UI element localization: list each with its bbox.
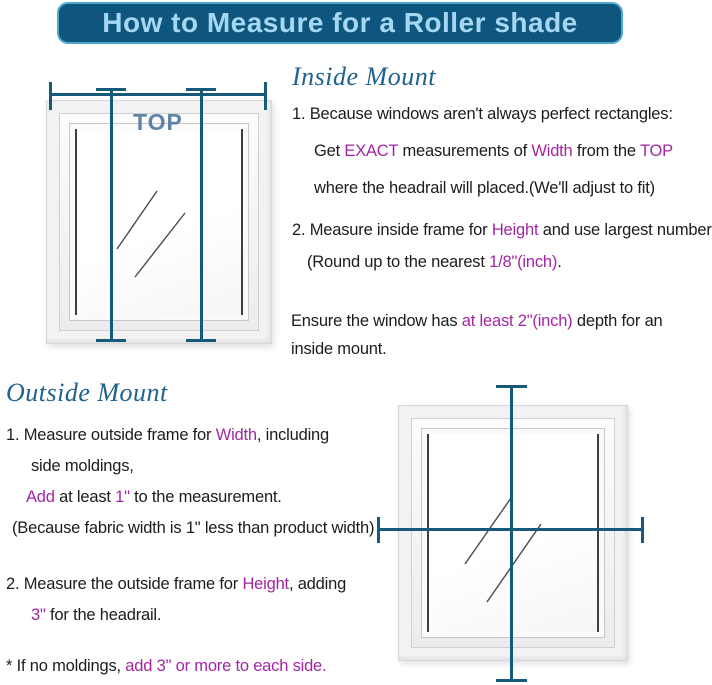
window-sash bbox=[69, 123, 249, 321]
inside-item2-line1: 2. Measure inside frame for Height and use largest number bbox=[292, 221, 712, 239]
title-banner bbox=[57, 2, 623, 44]
outside-item1-line1: 1. Measure outside frame for Width, including bbox=[6, 426, 330, 444]
outside-height-cap-bottom bbox=[496, 679, 527, 682]
height-measure-1-cap-top bbox=[96, 88, 126, 91]
outside-item1-line3: Add at least 1" to the measurement. bbox=[26, 488, 282, 506]
outside-height-cap-top bbox=[496, 385, 527, 388]
height-measure-line-2 bbox=[200, 89, 203, 341]
window-glass bbox=[427, 434, 599, 632]
window-frame-mid bbox=[59, 113, 259, 331]
inside-note-line2: inside mount. bbox=[291, 340, 387, 358]
glass-reflection-lines bbox=[77, 129, 241, 315]
width-measure-cap-left bbox=[49, 82, 52, 110]
width-measure-line bbox=[50, 93, 267, 96]
outside-item1-line4: (Because fabric width is 1" less than product width) bbox=[12, 519, 375, 537]
page-title: How to Measure for a Roller shade bbox=[102, 7, 578, 38]
outside-item1-line2: side moldings, bbox=[31, 457, 134, 475]
outside-width-cap-right bbox=[641, 517, 644, 543]
height-measure-1-cap-bottom bbox=[96, 339, 126, 342]
outside-item2-line1: 2. Measure the outside frame for Height, adding bbox=[6, 575, 347, 593]
height-measure-2-cap-bottom bbox=[186, 339, 216, 342]
width-measure-cap-right bbox=[264, 82, 267, 110]
height-measure-2-cap-top bbox=[186, 88, 216, 91]
outside-width-measure-line bbox=[378, 528, 643, 531]
outside-mount-heading: Outside Mount bbox=[6, 378, 168, 407]
inside-mount-heading: Inside Mount bbox=[292, 62, 436, 91]
inside-item1-line3: where the headrail will placed.(We'll adjust to fit) bbox=[314, 179, 655, 197]
top-label: TOP bbox=[133, 109, 183, 135]
inside-item2-line2: (Round up to the nearest 1/8"(inch). bbox=[307, 253, 562, 271]
height-measure-line-1 bbox=[110, 89, 113, 341]
outside-height-measure-line bbox=[510, 386, 513, 681]
window-glass bbox=[75, 129, 243, 315]
inside-mount-window bbox=[46, 100, 272, 344]
glass-reflection-lines bbox=[429, 434, 597, 632]
inside-item1-line1: 1. Because windows aren't always perfect rectangles: bbox=[292, 105, 673, 123]
outside-note: * If no moldings, add 3" or more to each side. bbox=[6, 657, 327, 675]
outside-item2-line2: 3" for the headrail. bbox=[31, 606, 162, 624]
window-frame-mid bbox=[411, 418, 615, 648]
inside-item1-line2: Get EXACT measurements of Width from the TOP bbox=[314, 142, 673, 160]
outside-mount-window bbox=[398, 405, 628, 661]
outside-width-cap-left bbox=[377, 517, 380, 543]
window-sash bbox=[421, 428, 605, 638]
inside-note-line1: Ensure the window has at least 2"(inch) depth for an bbox=[291, 312, 663, 330]
